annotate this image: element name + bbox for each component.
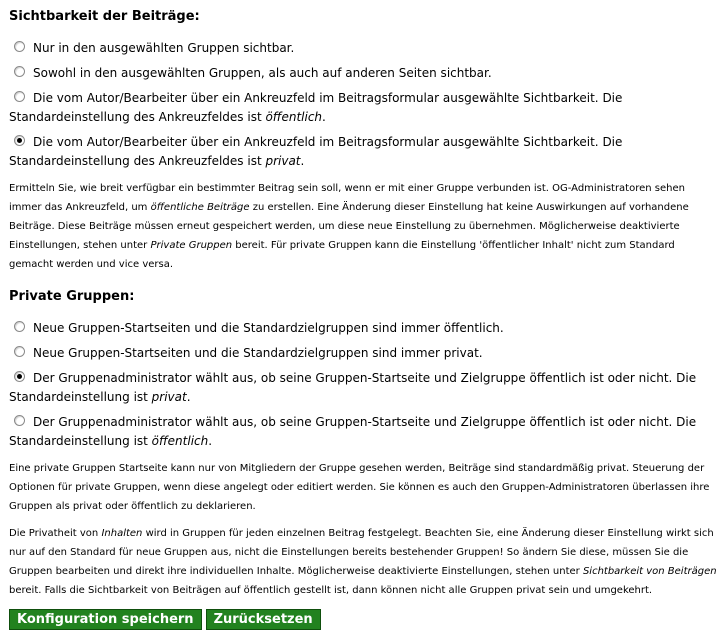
save-configuration-button[interactable]: Konfiguration speichern bbox=[9, 609, 202, 630]
description-text: zu erstellen. Eine Änderung dieser Einstellung hat keine Auswirkungen auf vorhandene Beiträge. Diese Beiträge müssen erneut gespeichert werden, um diese neue Einstellung zu übernehmen. Möglicherweise deaktivierte Einstellungen, stehen unter bbox=[9, 202, 689, 251]
private-description-1: Eine private Gruppen Startseite kann nur von Mitgliedern der Gruppe gesehen werden, Beiträge sind standardmäßig privat. Steuerung der Optionen für private Gruppen, wenn diese angelegt oder editiert werden. Sie können es auch den Gruppen-Administratoren überlassen ihre Gruppen als privat oder öffentlich zu deklarieren. bbox=[9, 463, 710, 512]
private-option-4[interactable] bbox=[9, 413, 719, 451]
radio-visibility-2[interactable] bbox=[14, 66, 25, 77]
option-label: Neue Gruppen-Startseiten und die Standardzielgruppen sind immer öffentlich. bbox=[33, 321, 504, 335]
option-label-italic: öffentlich bbox=[265, 110, 323, 124]
radio-private-3[interactable] bbox=[14, 371, 25, 382]
option-label-italic: öffentlich bbox=[151, 434, 209, 448]
private-description-2 bbox=[9, 524, 719, 600]
reset-button[interactable]: Zurücksetzen bbox=[206, 609, 321, 630]
option-label-end: . bbox=[322, 110, 326, 124]
description-italic: Private Gruppen bbox=[150, 240, 233, 251]
option-label-end: . bbox=[186, 390, 191, 404]
radio-private-2[interactable] bbox=[14, 346, 25, 357]
radio-visibility-4[interactable] bbox=[14, 135, 25, 146]
description-text: bereit. Falls die Sichtbarkeit von Beiträgen auf öffentlich gestellt ist, dann können nicht alle Gruppen privat sein und umgekehrt. bbox=[9, 585, 653, 596]
visibility-option-2[interactable] bbox=[9, 64, 719, 83]
description-italic: öffentliche Beiträge bbox=[150, 202, 250, 213]
option-label: Die vom Autor/Bearbeiter über ein Ankreuzfeld im Beitragsformular ausgewählte Sichtbarkeit. Die Standardeinstellung des Ankreuzfeldes ist bbox=[9, 91, 623, 124]
visibility-description bbox=[9, 179, 719, 274]
private-option-2[interactable] bbox=[9, 344, 719, 363]
description-text: wird in Gruppen für jeden einzelnen Beitrag festgelegt. Beachten Sie, eine Änderung dieser Einstellung wirkt sich nur auf den Standard für neue Gruppen aus, nicht die Einstellungen bereits bestehender Gruppen! So ändern Sie diese, müssen Sie die Gruppen bearbeiten und direkt ihre individuellen Inhalte. Möglicherweise deaktivierte Einstellungen, stehen unter bbox=[9, 528, 714, 577]
description-italic: Sichtbarkeit von Beiträgen bbox=[582, 566, 717, 577]
option-label: Der Gruppenadministrator wählt aus, ob seine Gruppen-Startseite und Zielgruppe öffentlich ist oder nicht. Die Standardeinstellung ist bbox=[9, 415, 697, 448]
radio-private-4[interactable] bbox=[14, 415, 25, 426]
option-label: Sowohl in den ausgewählten Gruppen, als auch auf anderen Seiten sichtbar. bbox=[33, 66, 492, 80]
option-label: Neue Gruppen-Startseiten und die Standardzielgruppen sind immer privat. bbox=[33, 346, 483, 360]
option-label: Der Gruppenadministrator wählt aus, ob seine Gruppen-Startseite und Zielgruppe öffentlich ist oder nicht. Die Standardeinstellung ist bbox=[9, 371, 697, 404]
private-option-1[interactable] bbox=[9, 319, 719, 338]
option-label-italic: privat bbox=[265, 154, 301, 168]
option-label-end: . bbox=[208, 434, 213, 448]
visibility-option-1[interactable] bbox=[9, 39, 719, 58]
option-label-end: . bbox=[300, 154, 305, 168]
private-option-3[interactable] bbox=[9, 369, 719, 407]
private-group-options bbox=[9, 319, 719, 451]
option-label: Die vom Autor/Bearbeiter über ein Ankreuzfeld im Beitragsformular ausgewählte Sichtbarkeit. Die Standardeinstellung des Ankreuzfeldes ist bbox=[9, 135, 623, 168]
option-label: Nur in den ausgewählten Gruppen sichtbar. bbox=[33, 41, 295, 55]
form-actions bbox=[9, 609, 325, 630]
option-label-italic: privat bbox=[151, 390, 187, 404]
radio-private-1[interactable] bbox=[14, 321, 25, 332]
description-italic: Inhalten bbox=[101, 528, 143, 539]
description-text: bereit. Für private Gruppen kann die Einstellung 'öffentlicher Inhalt' nicht zum Standard gemacht werden und vice versa. bbox=[9, 240, 675, 270]
visibility-options bbox=[9, 39, 719, 171]
visibility-option-3[interactable] bbox=[9, 89, 719, 127]
section-title-visibility: Sichtbarkeit der Beiträge: bbox=[9, 9, 200, 24]
radio-visibility-3[interactable] bbox=[14, 91, 25, 102]
visibility-option-4[interactable] bbox=[9, 133, 719, 171]
description-text: Die Privatheit von bbox=[9, 528, 102, 539]
section-title-private-groups: Private Gruppen: bbox=[9, 289, 135, 304]
description-text: Ermitteln Sie, wie breit verfügbar ein bestimmter Beitrag sein soll, wenn er mit einer Gruppe verbunden ist. OG-Administratoren sehen immer das Ankreuzfeld, um bbox=[9, 183, 685, 213]
radio-visibility-1[interactable] bbox=[14, 41, 25, 52]
settings-form bbox=[9, 0, 719, 600]
